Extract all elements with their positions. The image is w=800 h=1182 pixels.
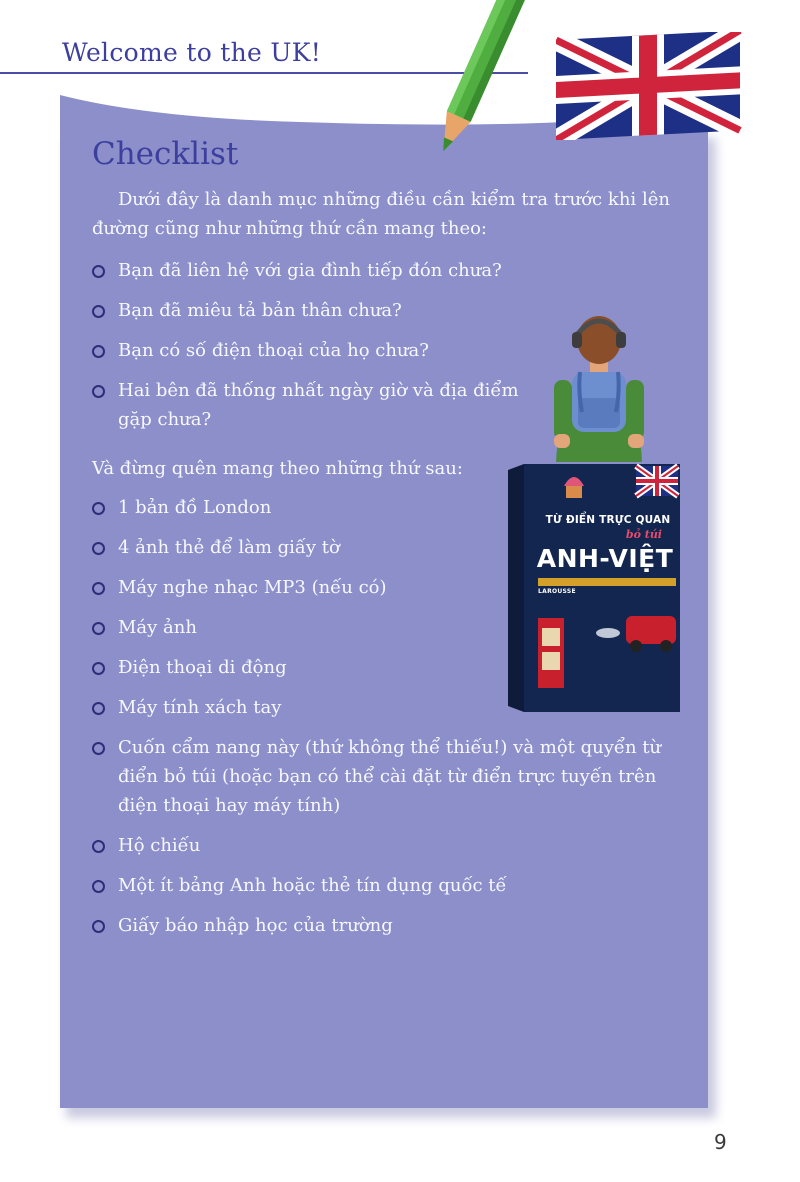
circle-bullet-icon xyxy=(92,622,105,635)
circle-bullet-icon xyxy=(92,702,105,715)
list-item-text: Một ít bảng Anh hoặc thẻ tín dụng quốc tế xyxy=(118,875,507,896)
page-number: 9 xyxy=(714,1130,727,1154)
list-item-text: Hộ chiếu xyxy=(118,835,201,856)
dictionary-book-cover xyxy=(508,458,680,712)
list-item-text: Cuốn cẩm nang này (thứ không thể thiếu!) và một quyển từ điển bỏ túi (hoặc bạn có thể cài đặt từ điển trực tuyến trên điện thoại hay máy tính) xyxy=(118,737,662,816)
circle-bullet-icon xyxy=(92,920,105,933)
list-item xyxy=(92,256,532,285)
list-item xyxy=(92,693,518,722)
question-list xyxy=(92,256,532,445)
intro-paragraph: Dưới đây là danh mục những điều cần kiểm tra trước khi lên đường cũng như những thứ cần mang theo: xyxy=(92,189,670,239)
list-item xyxy=(92,831,678,860)
book-publisher: LAROUSSE xyxy=(538,588,576,595)
circle-bullet-icon xyxy=(92,542,105,555)
circle-bullet-icon xyxy=(92,502,105,515)
header-title: Welcome to the UK! xyxy=(62,38,322,67)
list-item-text: 4 ảnh thẻ để làm giấy tờ xyxy=(118,537,340,558)
uk-flag-icon xyxy=(556,32,744,140)
list-item-text: Máy nghe nhạc MP3 (nếu có) xyxy=(118,577,387,598)
list-item xyxy=(92,296,532,325)
list-item-text: 1 bản đồ London xyxy=(118,497,272,518)
list-item xyxy=(92,493,518,522)
list-item-text: Máy tính xách tay xyxy=(118,697,282,718)
book-title-line2: bỏ túi xyxy=(625,528,662,541)
list-item xyxy=(92,613,518,642)
list-item xyxy=(92,871,678,900)
circle-bullet-icon xyxy=(92,305,105,318)
list-item-text: Bạn đã liên hệ với gia đình tiếp đón chưa? xyxy=(118,260,502,281)
list-item xyxy=(92,336,532,365)
circle-bullet-icon xyxy=(92,582,105,595)
circle-bullet-icon xyxy=(92,840,105,853)
book-title-line1: TỪ ĐIỂN TRỰC QUAN xyxy=(545,514,671,526)
pencil-icon xyxy=(410,0,540,170)
circle-bullet-icon xyxy=(92,880,105,893)
book-cover-art xyxy=(508,458,680,712)
student-backpack-icon xyxy=(548,302,648,462)
list-item-text: Hai bên đã thống nhất ngày giờ và địa điểm gặp chưa? xyxy=(118,380,519,430)
circle-bullet-icon xyxy=(92,345,105,358)
list-item-text: Điện thoại di động xyxy=(118,657,287,678)
circle-bullet-icon xyxy=(92,662,105,675)
list-item-text: Bạn đã miêu tả bản thân chưa? xyxy=(118,300,402,321)
list-item-text: Máy ảnh xyxy=(118,617,197,638)
list-item-text: Bạn có số điện thoại của họ chưa? xyxy=(118,340,429,361)
list-item-text: Giấy báo nhập học của trường xyxy=(118,915,393,936)
list-item xyxy=(92,533,518,562)
circle-bullet-icon xyxy=(92,265,105,278)
list-item xyxy=(92,573,518,602)
checklist-title: Checklist xyxy=(92,136,239,172)
circle-bullet-icon xyxy=(92,742,105,755)
list-item xyxy=(92,911,678,940)
list-item xyxy=(92,733,678,820)
list-item xyxy=(92,653,518,682)
list-item xyxy=(92,376,532,434)
circle-bullet-icon xyxy=(92,385,105,398)
book-title-line3: ANH-VIỆT xyxy=(536,544,674,573)
bring-items-subhead: Và đừng quên mang theo những thứ sau: xyxy=(92,458,463,479)
